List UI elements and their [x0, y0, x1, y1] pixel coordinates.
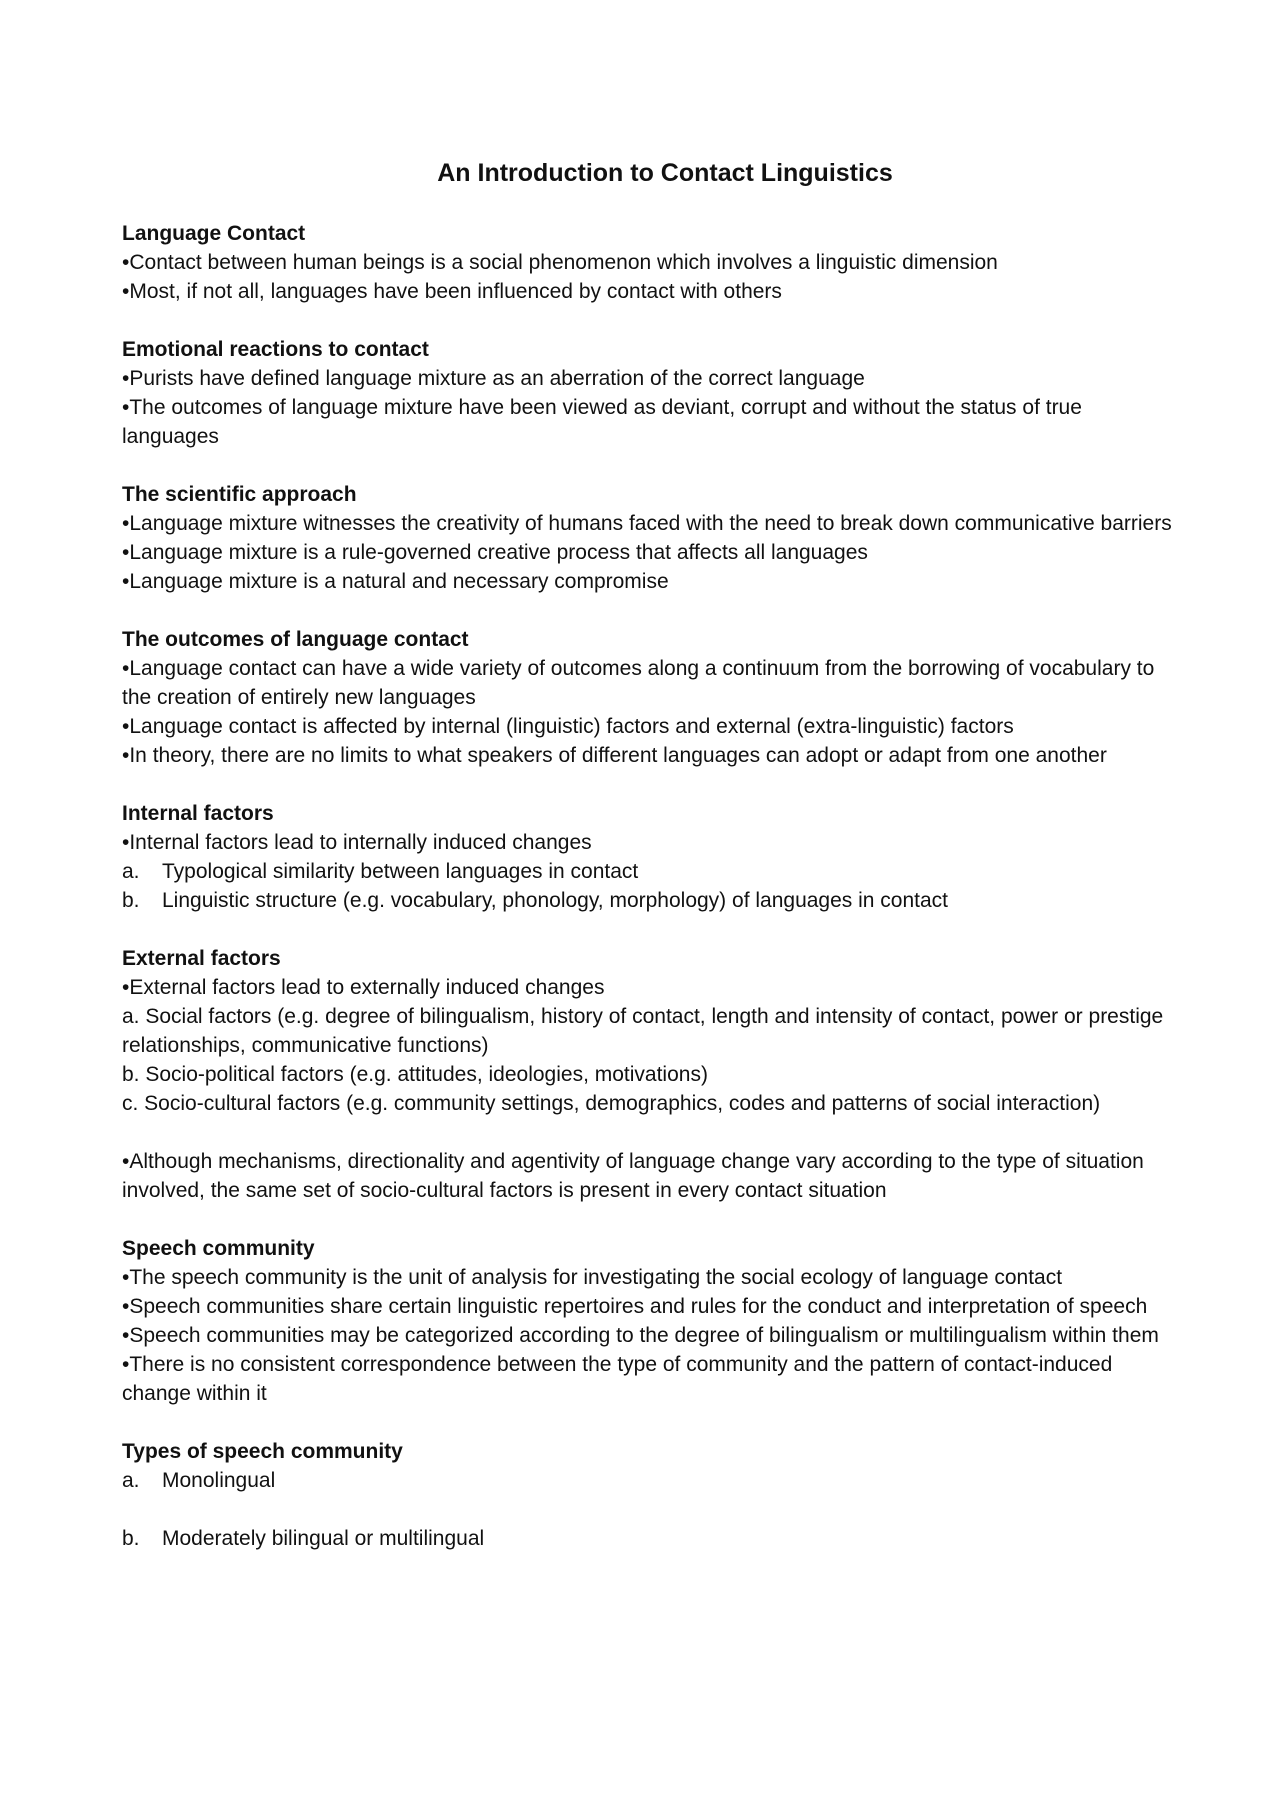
bullet-line: •Language contact is affected by internal (linguistic) factors and external (extra-linguistic) factors: [122, 715, 1014, 738]
bullet-line: •External factors lead to externally induced changes: [122, 976, 605, 999]
list-item-text: Moderately bilingual or multilingual: [162, 1527, 485, 1550]
section-heading: Speech community: [122, 1237, 315, 1260]
lettered-line: a. Social factors (e.g. degree of bilingualism, history of contact, length and intensity of contact, power or prestige relationships, communicative functions): [122, 1005, 1164, 1057]
section-speech-community: [122, 1234, 1172, 1408]
section-although-paragraph: [122, 1147, 1172, 1205]
list-item-text: Typological similarity between languages in contact: [162, 860, 639, 883]
bullet-line: •Contact between human beings is a social phenomenon which involves a linguistic dimension: [122, 251, 998, 274]
bullet-line: •Most, if not all, languages have been influenced by contact with others: [122, 280, 782, 303]
list-item: [122, 857, 1172, 886]
bullet-line: •There is no consistent correspondence between the type of community and the pattern of contact-induced change within it: [122, 1353, 1113, 1405]
bullet-line: •Language mixture is a natural and necessary compromise: [122, 570, 669, 593]
bullet-line: •The speech community is the unit of analysis for investigating the social ecology of language contact: [122, 1266, 1063, 1289]
section-outcomes: [122, 625, 1172, 770]
document-title: An Introduction to Contact Linguistics: [437, 159, 893, 187]
section-emotional-reactions: [122, 335, 1172, 451]
section-types-of-speech-community: [122, 1437, 1172, 1553]
section-external-factors: [122, 944, 1172, 1118]
bullet-line: •Language mixture witnesses the creativity of humans faced with the need to break down communicative barriers: [122, 512, 1172, 535]
bullet-line: •Internal factors lead to internally induced changes: [122, 831, 592, 854]
list-marker: a.: [122, 860, 140, 883]
section-scientific-approach: [122, 480, 1172, 596]
list-item-text: Monolingual: [162, 1469, 276, 1492]
list-marker: a.: [122, 1469, 140, 1492]
list-marker: b.: [122, 889, 140, 912]
bullet-line: •Language contact can have a wide variety of outcomes along a continuum from the borrowing of vocabulary to the creation of entirely new languages: [122, 657, 1155, 709]
list-item: [122, 886, 1172, 915]
document-body: [122, 219, 1172, 1582]
section-heading: Types of speech community: [122, 1440, 403, 1463]
section-heading: The scientific approach: [122, 483, 357, 506]
bullet-line: •Although mechanisms, directionality and agentivity of language change vary according to the type of situation involved, the same set of socio-cultural factors is present in every contact situation: [122, 1150, 1144, 1202]
section-heading: Language Contact: [122, 222, 306, 245]
lettered-list: [122, 1466, 1172, 1553]
section-internal-factors: [122, 799, 1172, 915]
section-heading: Emotional reactions to contact: [122, 338, 429, 361]
lettered-line: c. Socio-cultural factors (e.g. community settings, demographics, codes and patterns of social interaction): [122, 1092, 1101, 1115]
bullet-line: •Language mixture is a rule-governed creative process that affects all languages: [122, 541, 868, 564]
section-heading: External factors: [122, 947, 281, 970]
list-item-text: Linguistic structure (e.g. vocabulary, phonology, morphology) of languages in contact: [162, 889, 949, 912]
section-heading: Internal factors: [122, 802, 274, 825]
bullet-line: •Purists have defined language mixture as an aberration of the correct language: [122, 367, 865, 390]
list-spacer: [122, 1495, 1172, 1524]
list-marker: b.: [122, 1527, 140, 1550]
lettered-list: [122, 857, 1172, 915]
bullet-line: •The outcomes of language mixture have been viewed as deviant, corrupt and without the status of true languages: [122, 396, 1082, 448]
lettered-line: b. Socio-political factors (e.g. attitudes, ideologies, motivations): [122, 1063, 708, 1086]
bullet-line: •In theory, there are no limits to what speakers of different languages can adopt or adapt from one another: [122, 744, 1107, 767]
section-language-contact: [122, 219, 1172, 306]
list-item: [122, 1466, 1172, 1495]
section-heading: The outcomes of language contact: [122, 628, 469, 651]
bullet-line: •Speech communities share certain linguistic repertoires and rules for the conduct and interpretation of speech: [122, 1295, 1148, 1318]
bullet-line: •Speech communities may be categorized according to the degree of bilingualism or multilingualism within them: [122, 1324, 1159, 1347]
list-item: [122, 1524, 1172, 1553]
